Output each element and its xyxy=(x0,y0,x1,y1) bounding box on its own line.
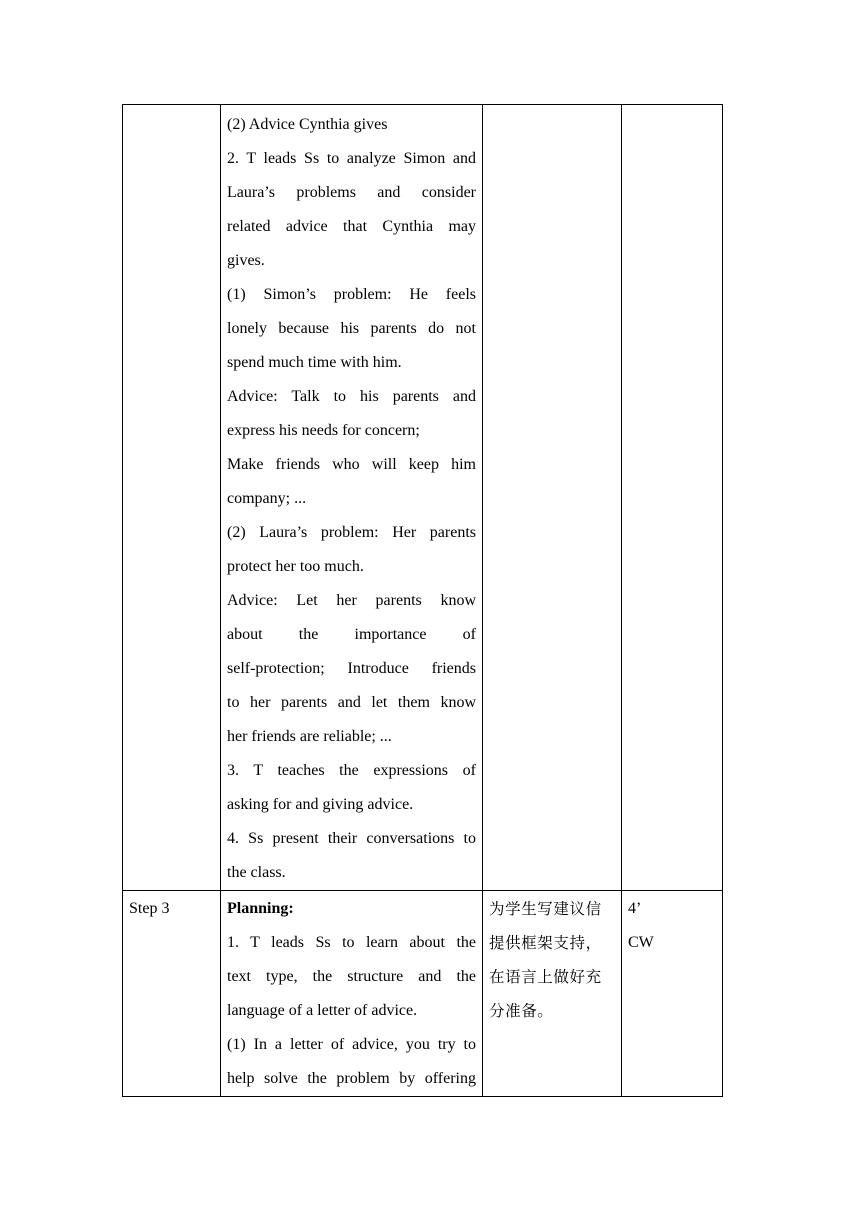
text-line: related advice that Cynthia may xyxy=(227,218,476,235)
text-line: asking for and giving advice. xyxy=(227,796,414,813)
text-line: 4. Ss present their conversations to xyxy=(227,830,476,847)
text-line: 3. T teaches the expressions of xyxy=(227,762,476,779)
text-line: protect her too much. xyxy=(227,558,364,575)
purpose-line: 为学生写建议信 xyxy=(489,900,602,918)
lesson-plan-table xyxy=(122,104,723,1097)
text-line: (1) In a letter of advice, you try to xyxy=(227,1036,476,1053)
purpose-cell xyxy=(483,105,622,891)
step-cell xyxy=(123,105,221,891)
text-line: Laura’s problems and consider xyxy=(227,184,476,201)
time-cell xyxy=(622,891,723,1097)
text-line: (2) Laura’s problem: Her parents xyxy=(227,524,476,541)
time-cell xyxy=(622,105,723,891)
text-line: (2) Advice Cynthia gives xyxy=(227,116,388,133)
text-line: company; ... xyxy=(227,490,307,507)
purpose-line: 在语言上做好充 xyxy=(489,968,602,986)
step-cell xyxy=(123,891,221,1097)
text-line: Advice: Let her parents know xyxy=(227,592,476,609)
purpose-line: 分准备。 xyxy=(489,1002,554,1020)
procedure-cell xyxy=(221,105,483,891)
purpose-line: 提供框架支持， xyxy=(489,934,602,952)
text-line: lonely because his parents do not xyxy=(227,320,476,337)
text-line: self-protection; Introduce friends xyxy=(227,660,476,677)
text-line: 1. T leads Ss to learn about the xyxy=(227,934,476,951)
text-line: spend much time with him. xyxy=(227,354,402,371)
text-line: express his needs for concern; xyxy=(227,422,420,439)
text-line: Advice: Talk to his parents and xyxy=(227,388,476,405)
section-heading: Planning: xyxy=(227,900,294,917)
text-line: Make friends who will keep him xyxy=(227,456,476,473)
text-line: help solve the problem by offering xyxy=(227,1070,476,1087)
table-row xyxy=(123,105,723,891)
procedure-cell xyxy=(221,891,483,1097)
step-label: Step 3 xyxy=(129,900,170,917)
text-line: gives. xyxy=(227,252,265,269)
text-line: her friends are reliable; ... xyxy=(227,728,392,745)
text-line: text type, the structure and the xyxy=(227,968,476,985)
text-line: language of a letter of advice. xyxy=(227,1002,418,1019)
purpose-cell xyxy=(483,891,622,1097)
mode-value: CW xyxy=(628,934,654,951)
time-value: 4’ xyxy=(628,900,642,917)
table-row xyxy=(123,891,723,1097)
text-line: to her parents and let them know xyxy=(227,694,476,711)
text-line: about the importance of xyxy=(227,626,476,643)
text-line: (1) Simon’s problem: He feels xyxy=(227,286,476,303)
text-line: 2. T leads Ss to analyze Simon and xyxy=(227,150,476,167)
text-line: the class. xyxy=(227,864,286,881)
